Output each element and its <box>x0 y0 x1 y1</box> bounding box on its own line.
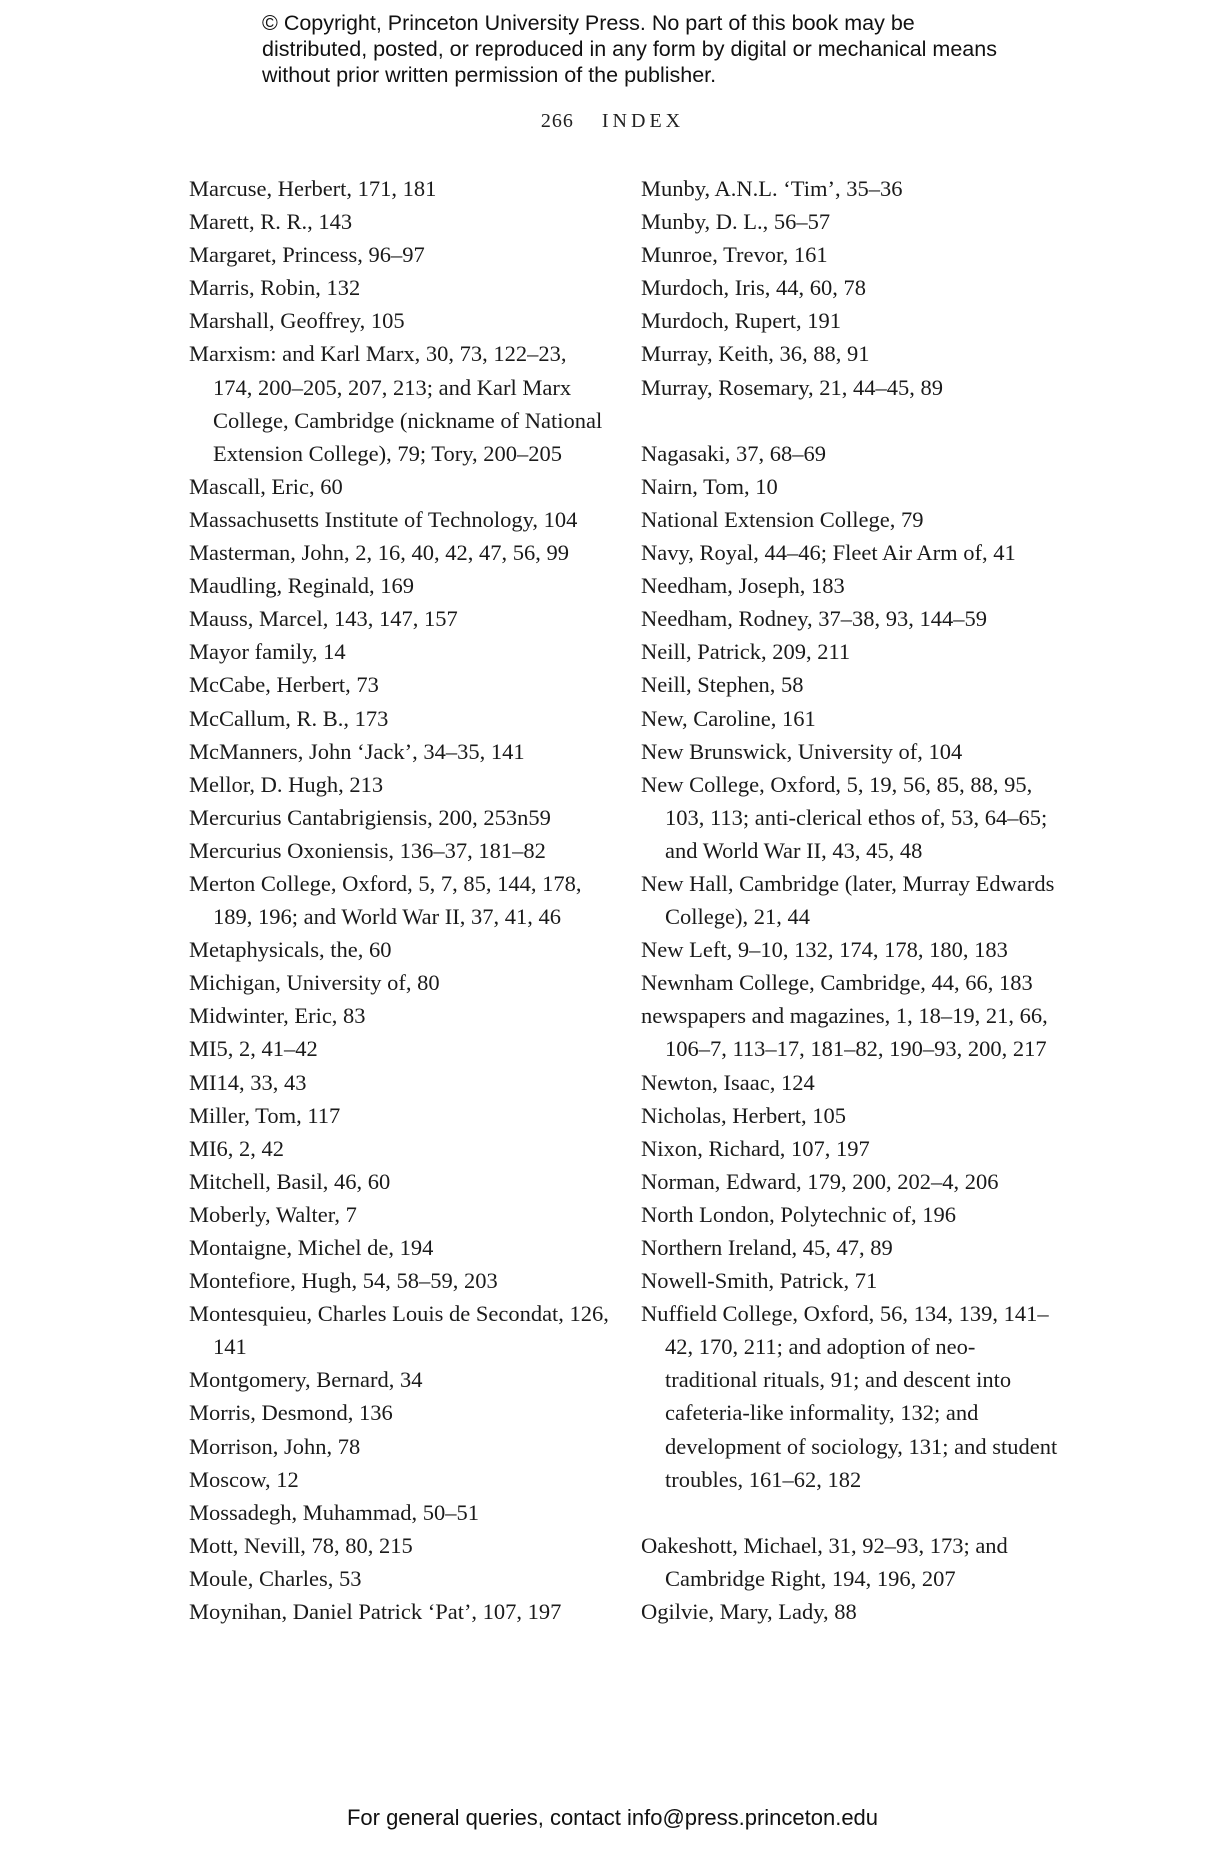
index-entry: New Hall, Cambridge (later, Murray Edwards College), 21, 44 <box>641 870 1055 930</box>
index-entry: Midwinter, Eric, 83 <box>189 1003 366 1029</box>
index-entry: Ogilvie, Mary, Lady, 88 <box>641 1599 857 1625</box>
index-entry: McManners, John ‘Jack’, 34–35, 141 <box>189 738 525 764</box>
index-group-n <box>641 437 1061 1496</box>
index-entry: MI6, 2, 42 <box>189 1135 284 1161</box>
index-entry: Mercurius Oxoniensis, 136–37, 181–82 <box>189 837 546 863</box>
index-entry: National Extension College, 79 <box>641 506 924 532</box>
index-entry: Murdoch, Rupert, 191 <box>641 308 841 334</box>
index-entry: Norman, Edward, 179, 200, 202–4, 206 <box>641 1168 999 1194</box>
index-entry: Murray, Rosemary, 21, 44–45, 89 <box>641 374 944 400</box>
index-group-m <box>641 172 1061 404</box>
index-entry: Munroe, Trevor, 161 <box>641 242 828 268</box>
index-entry: Munby, D. L., 56–57 <box>641 209 831 235</box>
index-entry: Miller, Tom, 117 <box>189 1102 341 1128</box>
index-entry: Marxism: and Karl Marx, 30, 73, 122–23, 174, 200–205, 207, 213; and Karl Marx College, Cambridge (nickname of National Extension College), 79; Tory, 200–205 <box>189 341 603 466</box>
index-entry: Nixon, Richard, 107, 197 <box>641 1135 870 1161</box>
index-entry: Marris, Robin, 132 <box>189 275 361 301</box>
index-entry: Newton, Isaac, 124 <box>641 1069 815 1095</box>
index-entry: Neill, Patrick, 209, 211 <box>641 639 851 665</box>
index-column-left <box>189 172 609 1628</box>
index-entry: Nagasaki, 37, 68–69 <box>641 440 826 466</box>
index-entry: Mitchell, Basil, 46, 60 <box>189 1168 391 1194</box>
index-entry: Nuffield College, Oxford, 56, 134, 139, 141–42, 170, 211; and adoption of neo-traditional rituals, 91; and descent into cafeteria-like informality, 132; and development of sociology, 131; and student troubles, 161–62, 182 <box>641 1301 1058 1492</box>
index-entry: Needham, Rodney, 37–38, 93, 144–59 <box>641 606 987 632</box>
index-entry: Mossadegh, Muhammad, 50–51 <box>189 1499 479 1525</box>
index-entry: North London, Polytechnic of, 196 <box>641 1201 956 1227</box>
index-entry: Mellor, D. Hugh, 213 <box>189 771 384 797</box>
index-entry: Oakeshott, Michael, 31, 92–93, 173; and Cambridge Right, 194, 196, 207 <box>641 1532 1008 1591</box>
group-spacer <box>641 1496 1061 1529</box>
index-entry: New Brunswick, University of, 104 <box>641 738 963 764</box>
index-entry: Mott, Nevill, 78, 80, 215 <box>189 1532 413 1558</box>
index-entry: New College, Oxford, 5, 19, 56, 85, 88, 95, 103, 113; anti-clerical ethos of, 53, 64–65; and World War II, 43, 45, 48 <box>641 771 1048 863</box>
index-entry: Nowell-Smith, Patrick, 71 <box>641 1268 878 1294</box>
index-entry: Montaigne, Michel de, 194 <box>189 1235 434 1260</box>
index-entry: Mauss, Marcel, 143, 147, 157 <box>189 606 458 632</box>
index-entry: Masterman, John, 2, 16, 40, 42, 47, 56, 99 <box>189 540 569 566</box>
index-entry: Murdoch, Iris, 44, 60, 78 <box>641 275 866 301</box>
index-entry: Marcuse, Herbert, 171, 181 <box>189 176 437 201</box>
index-entry: McCabe, Herbert, 73 <box>189 672 379 698</box>
index-entry: Mayor family, 14 <box>189 639 346 665</box>
index-entry: Neill, Stephen, 58 <box>641 672 804 698</box>
index-entry: newspapers and magazines, 1, 18–19, 21, 66, 106–7, 113–17, 181–82, 190–93, 200, 217 <box>641 1003 1048 1062</box>
index-entry: Moscow, 12 <box>189 1466 299 1492</box>
index-entry: New Left, 9–10, 132, 174, 178, 180, 183 <box>641 937 1008 963</box>
running-head <box>0 110 1225 133</box>
index-entry: Montefiore, Hugh, 54, 58–59, 203 <box>189 1268 498 1294</box>
page-number: 266 <box>540 110 574 132</box>
index-entry: Navy, Royal, 44–46; Fleet Air Arm of, 41 <box>641 540 1016 566</box>
index-entry: Maudling, Reginald, 169 <box>189 573 414 599</box>
index-entry: Montgomery, Bernard, 34 <box>189 1367 423 1393</box>
index-entry: Morris, Desmond, 136 <box>189 1400 393 1426</box>
index-entry: Mercurius Cantabrigiensis, 200, 253n59 <box>189 804 551 830</box>
index-entry: Nicholas, Herbert, 105 <box>641 1102 846 1128</box>
index-entry: Marett, R. R., 143 <box>189 209 353 235</box>
index-entry: Marshall, Geoffrey, 105 <box>189 308 405 334</box>
index-entry: Northern Ireland, 45, 47, 89 <box>641 1235 893 1260</box>
footer-contact: For general queries, contact info@press.princeton.edu <box>346 1805 879 1830</box>
index-entry: Metaphysicals, the, 60 <box>189 937 392 963</box>
index-entry: Murray, Keith, 36, 88, 91 <box>641 341 870 367</box>
index-entry: Needham, Joseph, 183 <box>641 573 845 599</box>
index-column-right <box>641 172 1061 1628</box>
index-entry: Merton College, Oxford, 5, 7, 85, 144, 178, 189, 196; and World War II, 37, 41, 46 <box>189 870 582 930</box>
copyright-notice: © Copyright, Princeton University Press. No part of this book may be distributed, posted, or reproduced in any form by digital or mechanical means without prior written permission of the publisher. <box>262 11 997 87</box>
index-entry: Nairn, Tom, 10 <box>641 473 778 499</box>
index-entry: Margaret, Princess, 96–97 <box>189 242 425 268</box>
index-entry: New, Caroline, 161 <box>641 705 816 731</box>
index-entry: McCallum, R. B., 173 <box>189 705 389 731</box>
index-entry: Newnham College, Cambridge, 44, 66, 183 <box>641 970 1033 996</box>
index-entry: MI5, 2, 41–42 <box>189 1036 318 1062</box>
index-entry: Moberly, Walter, 7 <box>189 1201 357 1227</box>
index-entry: Mascall, Eric, 60 <box>189 473 343 499</box>
index-group-o <box>641 1529 1061 1628</box>
index-entry: MI14, 33, 43 <box>189 1069 307 1095</box>
index-entry: Moynihan, Daniel Patrick ‘Pat’, 107, 197 <box>189 1599 562 1625</box>
index-entry: Massachusetts Institute of Technology, 104 <box>189 506 578 532</box>
index-entry: Michigan, University of, 80 <box>189 970 440 996</box>
index-entry: Munby, A.N.L. ‘Tim’, 35–36 <box>641 176 903 201</box>
index-entry: Montesquieu, Charles Louis de Secondat, 126, 141 <box>189 1301 609 1360</box>
group-spacer <box>641 404 1061 437</box>
index-entry: Moule, Charles, 53 <box>189 1565 362 1591</box>
index-entry: Morrison, John, 78 <box>189 1433 361 1459</box>
section-title: INDEX <box>601 110 685 132</box>
